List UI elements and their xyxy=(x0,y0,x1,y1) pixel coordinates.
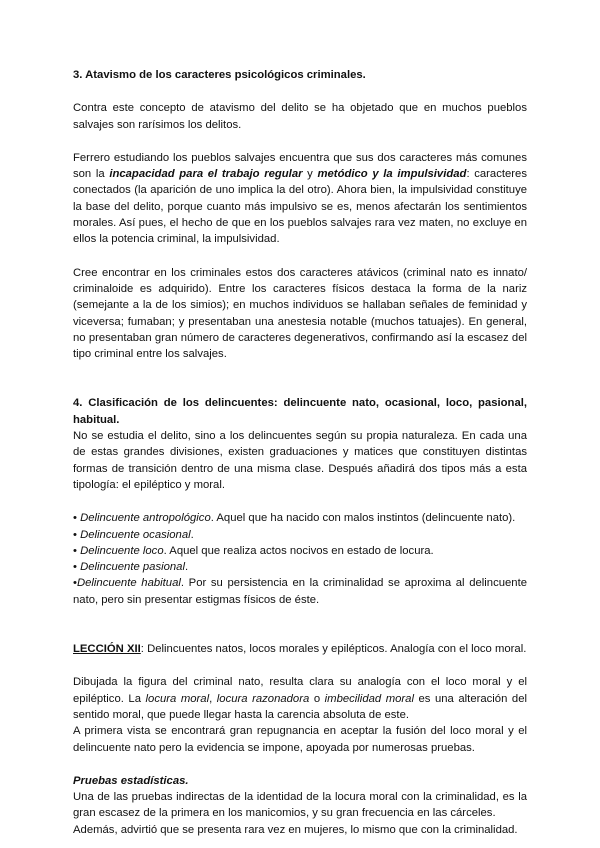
list-item xyxy=(73,559,527,575)
lesson-paragraph-2: A primera vista se encontrará gran repugnancia en aceptar la fusión del loco moral y el delincuente nato pero la evidencia se impone, apoyada por numerosas pruebas. xyxy=(73,725,527,754)
lesson-heading xyxy=(73,641,527,657)
bullet: • xyxy=(73,512,81,525)
delinquent-type-list xyxy=(73,510,527,608)
list-text: . xyxy=(190,528,194,541)
emphasis-impulsividad: metódico y la impulsividad xyxy=(317,168,467,181)
section-3-paragraph-2 xyxy=(73,150,527,248)
list-term: Delincuente pasional xyxy=(80,561,185,574)
lesson-title: : Delincuentes natos, locos morales y epilépticos. Analogía con el loco moral. xyxy=(140,643,527,656)
list-term: Delincuente habitual xyxy=(76,577,181,590)
list-term: Delincuente ocasional xyxy=(80,528,191,541)
lesson-subheading: Pruebas estadísticas. xyxy=(73,774,189,787)
section-4-intro: No se estudia el delito, sino a los delincuentes según su propia naturaleza. En cada una de estas grandes divisiones, existen graduaciones y matices que constituyen distintas formas de transición dentro de una misma clase. Después añadirá dos tipos más a esta tipología: el epiléptico y moral. xyxy=(73,430,527,491)
list-term: Delincuente loco xyxy=(80,544,164,557)
lesson-paragraph-1 xyxy=(73,674,527,723)
emphasis-incapacidad: incapacidad para el trabajo regular xyxy=(109,168,303,181)
bullet: • xyxy=(73,528,81,541)
bullet: • xyxy=(73,577,77,590)
text-run: Dibujada la figura del criminal nato, resulta clara su analogía con el loco moral y el epiléptico. La xyxy=(73,676,527,705)
section-4-heading: 4. Clasificación de los delincuentes: delincuente nato, ocasional, loco, pasional, habitual. xyxy=(73,397,527,426)
text-run: y xyxy=(302,168,318,181)
list-text: . Por su persistencia en la criminalidad se aproxima al delincuente nato, pero sin presentar estigmas físicos de éste. xyxy=(73,577,528,606)
emphasis-locura-razonadora: locura razonadora xyxy=(216,692,310,705)
section-3-heading: 3. Atavismo de los caracteres psicológicos criminales. xyxy=(73,69,366,81)
text-run: o xyxy=(309,692,325,705)
text-run: es una alteración del sentido moral, que puede llegar hasta la carencia absoluta de este. xyxy=(73,692,527,721)
emphasis-locura-moral: locura moral xyxy=(145,692,210,705)
section-3-paragraph-3: Cree encontrar en los criminales estos dos caracteres atávicos (criminal nato es innato/ criminaloide es adquirido). Entre los caracteres físicos destaca la forma de la nariz (semejante a la de los simios); en muchos individuos se hallaban señales de feminidad y viceversa; fumaban; y presentaban una anestesia notable (muchos tatuajes). En general, no presentaban gran número de caracteres degenerativos, confirmando así la escasez del tipo criminal entre los salvajes. xyxy=(73,266,527,361)
lesson-label: LECCIÓN XII xyxy=(73,643,141,656)
list-item xyxy=(73,543,527,559)
list-item xyxy=(73,510,527,526)
list-text: . xyxy=(184,561,189,574)
text-run: Ferrero estudiando los pueblos salvajes encuentra que sus dos caracteres más comunes son la xyxy=(73,151,527,181)
list-text: . Aquel que realiza actos nocivos en estado de locura. xyxy=(163,544,434,557)
lesson-paragraph-4: Además, advirtió que se presenta rara vez en mujeres, lo mismo que con la criminalidad. xyxy=(73,823,518,836)
text-run: , xyxy=(209,692,217,705)
bullet: • xyxy=(73,561,81,574)
list-term: Delincuente antropológico xyxy=(80,512,211,525)
list-item xyxy=(73,527,527,543)
text-run: : caracteres conectados (la aparición de uno implica la del otro). Ahora bien, la impulsividad constituye la base del delito, porque cuanto más impulsivo se es, menos afectarán los sentimientos morales. Así pues, el hecho de que en los pueblos salvajes rara vez maten, no excluye en ellos la potencia criminal, la impulsividad. xyxy=(73,168,527,246)
list-item xyxy=(73,575,527,608)
bullet: • xyxy=(73,544,81,557)
emphasis-imbecilidad-moral: imbecilidad moral xyxy=(324,692,414,705)
lesson-paragraph-3: Una de las pruebas indirectas de la identidad de la locura moral con la criminalidad, es la gran escasez de la primera en los manicomios, y su gran frecuencia en las cárceles. xyxy=(73,791,527,820)
section-3-paragraph-1: Contra este concepto de atavismo del delito se ha objetado que en muchos pueblos salvajes son rarísimos los delitos. xyxy=(73,102,527,131)
list-text: . Aquel que ha nacido con malos instintos (delincuente nato). xyxy=(210,512,516,525)
